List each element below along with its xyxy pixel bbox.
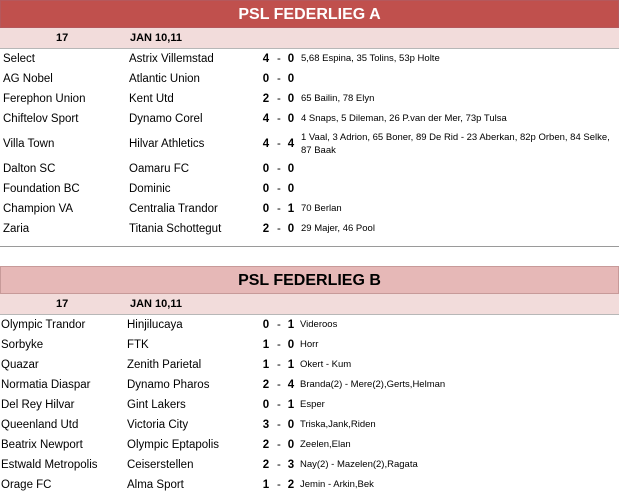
away-team: Dynamo Corel: [129, 113, 203, 125]
match-list: [0, 315, 619, 495]
home-score: 2: [262, 223, 270, 235]
match-row: [0, 89, 619, 109]
round-date: JAN 10,11: [130, 32, 182, 44]
home-score: 2: [262, 93, 270, 105]
match-row: [0, 415, 619, 435]
score-separator: -: [277, 339, 281, 351]
away-score: 1: [287, 399, 295, 411]
home-score: 1: [262, 479, 270, 491]
match-row: [0, 375, 619, 395]
home-team: Orage FC: [1, 479, 52, 491]
goal-scorers: Nay(2) - Mazelen(2),Ragata: [300, 459, 418, 470]
score-separator: -: [277, 93, 281, 105]
home-team: Chiftelov Sport: [3, 113, 79, 125]
away-team: FTK: [127, 339, 149, 351]
away-score: 2: [287, 479, 295, 491]
home-score: 2: [262, 379, 270, 391]
goal-scorers: 70 Berlan: [301, 203, 342, 214]
home-score: 3: [262, 419, 270, 431]
home-team: Zaria: [3, 223, 30, 235]
goal-scorers: 65 Bailin, 78 Elyn: [301, 93, 375, 104]
score-separator: -: [277, 359, 281, 371]
score-separator: -: [277, 319, 281, 331]
away-score: 0: [287, 73, 295, 85]
away-score: 4: [287, 379, 295, 391]
home-team: AG Nobel: [3, 73, 53, 85]
away-score: 4: [287, 138, 295, 150]
away-score: 3: [287, 459, 295, 471]
away-score: 0: [287, 223, 295, 235]
home-score: 0: [262, 319, 270, 331]
home-team: Select: [3, 53, 35, 65]
league-title: PSL FEDERLIEG B: [0, 266, 619, 294]
home-score: 0: [262, 73, 270, 85]
home-team: Sorbyke: [1, 339, 44, 351]
away-score: 1: [287, 359, 295, 371]
away-team: Zenith Parietal: [127, 359, 202, 371]
score-separator: -: [277, 459, 281, 471]
score-separator: -: [277, 163, 281, 175]
home-score: 0: [262, 163, 270, 175]
away-score: 0: [287, 439, 295, 451]
score-separator: -: [277, 379, 281, 391]
match-row: [0, 475, 619, 495]
home-score: 0: [262, 203, 270, 215]
away-team: Ceiserstellen: [127, 459, 194, 471]
home-score: 0: [262, 183, 270, 195]
goal-scorers: Okert - Kum: [300, 359, 352, 370]
home-score: 4: [262, 53, 270, 65]
score-separator: -: [277, 439, 281, 451]
home-team: Queenland Utd: [1, 419, 79, 431]
away-score: 0: [287, 163, 295, 175]
home-team: Beatrix Newport: [1, 439, 83, 451]
match-row: [0, 315, 619, 335]
match-row: [0, 455, 619, 475]
away-team: Dynamo Pharos: [127, 379, 210, 391]
goal-scorers: 1 Vaal, 3 Adrion, 65 Boner, 89 De Rid - 23 Aberkan, 82p Orben, 84 Selke, 87 Baak: [301, 132, 610, 156]
away-team: Dominic: [129, 183, 171, 195]
away-score: 0: [287, 183, 295, 195]
away-score: 0: [287, 339, 295, 351]
away-team: Olympic Eptapolis: [127, 439, 220, 451]
match-row: [0, 335, 619, 355]
away-score: 1: [287, 203, 295, 215]
match-row: [0, 159, 619, 179]
home-team: Dalton SC: [3, 163, 56, 175]
round-date: JAN 10,11: [130, 298, 182, 310]
away-team: Titania Schottegut: [129, 223, 222, 235]
score-separator: -: [277, 53, 281, 65]
table-divider: [0, 246, 619, 247]
round-header: [0, 28, 619, 49]
home-team: Estwald Metropolis: [1, 459, 98, 471]
away-score: 0: [287, 53, 295, 65]
away-score: 0: [287, 113, 295, 125]
score-separator: -: [277, 113, 281, 125]
away-score: 0: [287, 419, 295, 431]
round-number: 17: [56, 32, 69, 44]
home-score: 2: [262, 439, 270, 451]
home-score: 4: [262, 138, 270, 150]
score-separator: -: [277, 223, 281, 235]
score-separator: -: [277, 419, 281, 431]
score-separator: -: [277, 138, 281, 150]
score-separator: -: [277, 479, 281, 491]
match-list: [0, 49, 619, 239]
score-separator: -: [277, 203, 281, 215]
home-team: Quazar: [1, 359, 39, 371]
away-team: Hilvar Athletics: [129, 138, 205, 150]
goal-scorers: 4 Snaps, 5 Dileman, 26 P.van der Mer, 73p Tulsa: [301, 113, 507, 124]
away-team: Centralia Trandor: [129, 203, 218, 215]
home-team: Villa Town: [3, 138, 55, 150]
away-team: Hinjilucaya: [127, 319, 183, 331]
home-score: 4: [262, 113, 270, 125]
away-score: 0: [287, 93, 295, 105]
score-separator: -: [277, 183, 281, 195]
match-row: [0, 355, 619, 375]
match-row: [0, 179, 619, 199]
away-score: 1: [287, 319, 295, 331]
home-score: 0: [262, 399, 270, 411]
goal-scorers: Branda(2) - Mere(2),Gerts,Helman: [300, 379, 446, 390]
league-title: PSL FEDERLIEG A: [0, 0, 619, 28]
home-team: Ferephon Union: [3, 93, 86, 105]
match-row: [0, 109, 619, 129]
match-row: [0, 69, 619, 89]
away-team: Gint Lakers: [127, 399, 186, 411]
score-separator: -: [277, 73, 281, 85]
away-team: Astrix Villemstad: [129, 53, 214, 65]
match-row: [0, 395, 619, 415]
away-team: Atlantic Union: [129, 73, 200, 85]
goal-scorers: 5,68 Espina, 35 Tolins, 53p Holte: [301, 53, 440, 64]
league-a-table: [0, 0, 619, 239]
home-team: Normatia Diaspar: [1, 379, 91, 391]
home-team: Olympic Trandor: [1, 319, 86, 331]
goal-scorers: Videroos: [300, 319, 338, 330]
home-score: 2: [262, 459, 270, 471]
goal-scorers: Esper: [300, 399, 325, 410]
home-team: Del Rey Hilvar: [1, 399, 75, 411]
goal-scorers: Jemin - Arkin,Bek: [300, 479, 374, 490]
match-row: [0, 435, 619, 455]
goal-scorers: Horr: [300, 339, 319, 350]
league-b-table: [0, 266, 619, 495]
goal-scorers: Zeelen,Elan: [300, 439, 351, 450]
home-team: Champion VA: [3, 203, 74, 215]
home-team: Foundation BC: [3, 183, 80, 195]
goal-scorers: Triska,Jank,Riden: [300, 419, 376, 430]
round-number: 17: [56, 298, 69, 310]
away-team: Oamaru FC: [129, 163, 190, 175]
away-team: Alma Sport: [127, 479, 184, 491]
match-row: [0, 219, 619, 239]
match-row: [0, 199, 619, 219]
home-score: 1: [262, 359, 270, 371]
away-team: Victoria City: [127, 419, 189, 431]
away-team: Kent Utd: [129, 93, 174, 105]
goal-scorers: 29 Majer, 46 Pool: [301, 223, 375, 234]
match-row: [0, 49, 619, 69]
home-score: 1: [262, 339, 270, 351]
score-separator: -: [277, 399, 281, 411]
round-header: [0, 294, 619, 315]
match-row: [0, 129, 619, 159]
